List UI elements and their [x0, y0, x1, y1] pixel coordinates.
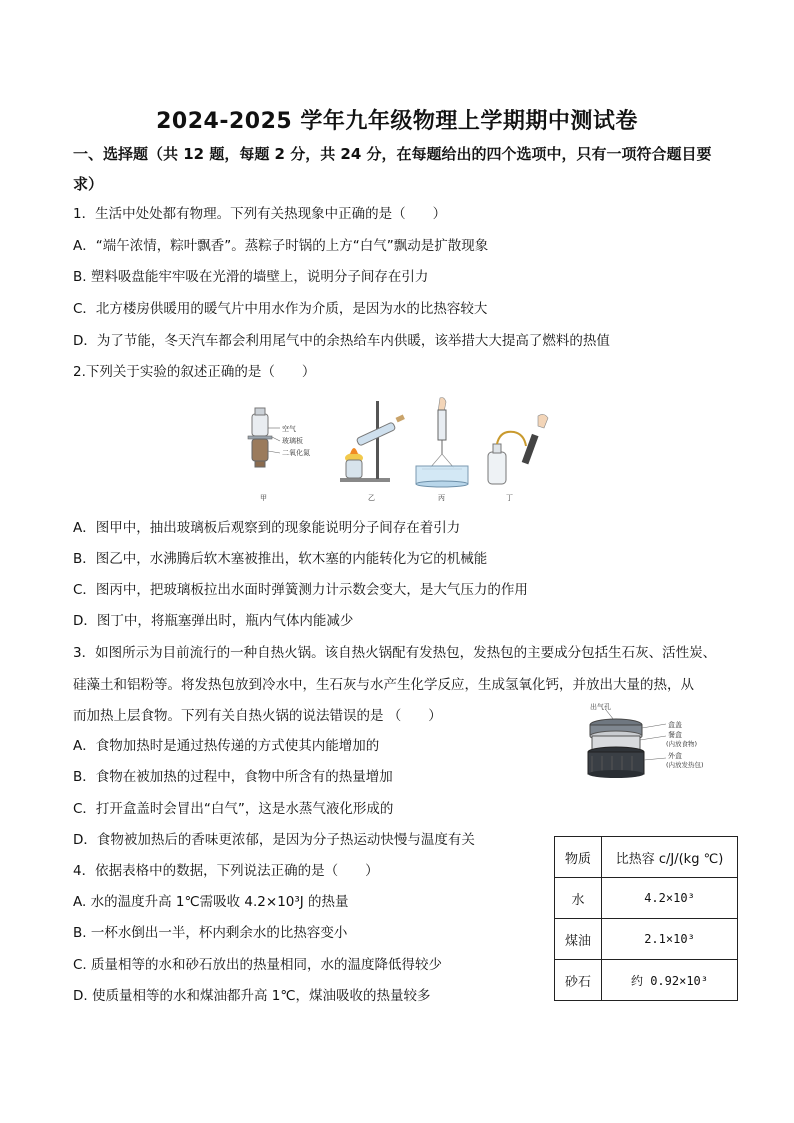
label-outer: 外盒: [668, 752, 682, 760]
q2-option-c: C．图丙中，把玻璃板拉出水面时弹簧测力计示数会变大，是大气压力的作用: [73, 582, 528, 598]
q1-stem: 1．生活中处处都有物理。下列有关热现象中正确的是（ ）: [73, 206, 447, 222]
label-tray-note: (内放食物): [666, 740, 698, 748]
stand-figure-yi: [340, 401, 405, 482]
q3-option-c: C．打开盒盖时会冒出“白气”，这是水蒸气液化形成的: [73, 801, 394, 817]
table-header-substance: 物质: [555, 837, 602, 878]
q2-stem: 2.下列关于实验的叙述正确的是（ ）: [73, 364, 316, 380]
label-yi: 乙: [368, 494, 375, 502]
q3-stem-line1: 3．如图所示为目前流行的一种自热火锅。该自热火锅配有发热包，发热包的主要成分包括生石灰、活性炭、: [73, 645, 717, 661]
q4-option-a: A. 水的温度升高 1℃需吸收 4.2×10³J 的热量: [73, 894, 349, 910]
q1-option-c: C．北方楼房供暖用的暖气片中用水作为介质，是因为水的比热容较大: [73, 301, 488, 317]
bottle-figure-ding: [488, 414, 548, 484]
q3-hotpot-figure: [580, 700, 730, 782]
q3-option-b: B．食物在被加热的过程中，食物中所含有的热量增加: [73, 769, 393, 785]
table-cell-value: 4.2×10³: [602, 878, 738, 919]
q2-option-b: B．图乙中，水沸腾后软木塞被推出，软木塞的内能转化为它的机械能: [73, 551, 488, 567]
q3-option-a: A．食物加热时是通过热传递的方式使其内能增加的: [73, 738, 380, 754]
label-tray: 餐盒: [668, 731, 682, 739]
q2-option-a: A．图甲中，抽出玻璃板后观察到的现象能说明分子间存在着引力: [73, 520, 461, 536]
q1-option-b: B. 塑料吸盘能牢牢吸在光滑的墙壁上，说明分子间存在引力: [73, 269, 429, 285]
label-bing: 丙: [438, 494, 445, 502]
q4-option-b: B. 一杯水倒出一半，杯内剩余水的比热容变小: [73, 925, 348, 941]
table-cell-substance: 砂石: [555, 960, 602, 1001]
table-cell-value: 约 0.92×10³: [602, 960, 738, 1001]
table-row: [555, 878, 738, 919]
q3-option-d: D．食物被加热后的香味更浓郁，是因为分子热运动快慢与温度有关: [73, 832, 475, 848]
label-ding: 丁: [506, 494, 513, 502]
label-outer-note: (内放发热包): [666, 761, 704, 769]
label-jia: 甲: [260, 494, 267, 502]
q3-stem-line3: 而加热上层食物。下列有关自热火锅的说法错误的是 （ ）: [73, 708, 442, 724]
table-row: [555, 919, 738, 960]
table-cell-substance: 水: [555, 878, 602, 919]
jar-figure-jia: [248, 408, 280, 467]
section-heading: 一、选择题（共 12 题，每题 2 分，共 24 分，在每题给出的四个选项中，只有一项符合题目要求）: [73, 145, 712, 193]
table-row: [555, 960, 738, 1001]
label-glass: 玻璃板: [282, 437, 303, 445]
q1-option-a: A．“端午浓情，粽叶飘香”。蒸粽子时锅的上方“白气”飘动是扩散现象: [73, 238, 489, 254]
q2-option-d: D．图丁中，将瓶塞弹出时，瓶内气体内能减少: [73, 613, 354, 629]
label-vent: 出气孔: [590, 703, 611, 711]
table-header-specific-heat: 比热容 c/J/(kg ℃): [602, 837, 738, 878]
spring-figure-bing: [416, 398, 468, 488]
label-no2: 二氧化氮: [282, 449, 310, 457]
table-header-row: [555, 837, 738, 878]
q1-option-d: D．为了节能，冬天汽车都会利用尾气中的余热给车内供暖，该举措大大提高了燃料的热值: [73, 333, 610, 349]
q4-stem: 4．依据表格中的数据，下列说法正确的是（ ）: [73, 863, 379, 879]
specific-heat-table: [554, 836, 738, 1001]
q4-option-c: C. 质量相等的水和砂石放出的热量相同，水的温度降低得较少: [73, 957, 443, 973]
table-cell-value: 2.1×10³: [602, 919, 738, 960]
label-lid: 盒盖: [668, 721, 682, 729]
q4-option-d: D. 使质量相等的水和煤油都升高 1℃，煤油吸收的热量较多: [73, 988, 431, 1004]
table-cell-substance: 煤油: [555, 919, 602, 960]
page-title: 2024-2025 学年九年级物理上学期期中测试卷: [156, 109, 638, 134]
label-air: 空气: [282, 425, 296, 433]
q2-experiment-figure: [244, 396, 574, 508]
q3-stem-line2: 硅藻土和铝粉等。将发热包放到冷水中，生石灰与水产生化学反应，生成氢氧化钙，并放出大量的热，从: [73, 677, 694, 693]
